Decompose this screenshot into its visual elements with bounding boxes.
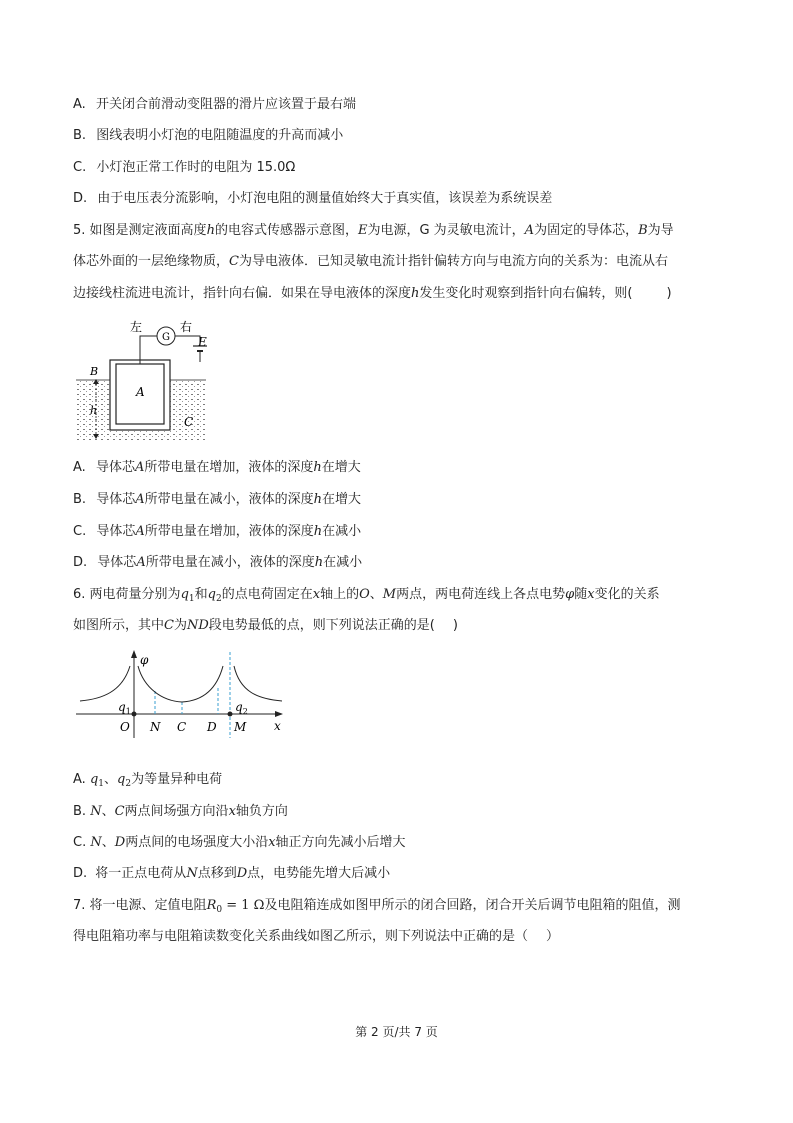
var-h: h <box>206 223 215 238</box>
option-text: 所带电量在减小，液体的深度 <box>144 492 314 507</box>
label-q1-sub: 1 <box>125 707 131 716</box>
option-text: 小灯泡正常工作时的电阻为 15.0Ω <box>96 160 296 175</box>
q5-stem-line1 <box>73 223 674 239</box>
stem-text: 两点，两电荷连线上各点电势 <box>396 587 566 602</box>
option-text: 在增大 <box>322 492 362 507</box>
label-c: C <box>184 415 194 429</box>
label-h: h <box>90 404 98 417</box>
q4-option-b <box>73 128 343 144</box>
option-text: 导体芯 <box>97 555 137 570</box>
var-nd: ND <box>186 618 209 633</box>
stem-text: 边接线柱流进电流计，指针向右偏．如果在导电液体的深度 <box>73 286 412 301</box>
var-c: C <box>229 254 239 269</box>
page-footer: 第 2 页/共 7 页 <box>355 1025 438 1039</box>
option-text: 开关闭合前滑动变阻器的滑片应该置于最右端 <box>95 97 356 112</box>
stem-text: 为导 <box>647 223 674 238</box>
stem-text: 变化的关系 <box>594 587 660 602</box>
answer-paren: ) <box>666 286 672 301</box>
stem-text: 为电源，G 为灵敏电流计， <box>367 223 525 238</box>
var-c: C <box>164 618 174 633</box>
option-label: B. <box>73 492 87 507</box>
curve-left-of-o <box>80 666 130 701</box>
var-x: x <box>312 587 321 602</box>
stem-text: 及电阻箱连成如图甲所示的闭合回路，闭合开关后调节电阻箱的阻值，测 <box>264 898 681 913</box>
q6-option-c <box>73 835 406 851</box>
var-r: R <box>206 898 217 913</box>
var-q: q <box>89 772 99 787</box>
option-label: C. <box>73 524 87 539</box>
var-phi: φ <box>565 587 575 602</box>
option-label: A. <box>73 772 86 787</box>
x-axis-arrow <box>275 711 283 717</box>
curve-right-of-m <box>234 666 282 701</box>
q5-stem-line2 <box>73 254 668 270</box>
question-number: 5. <box>73 223 86 238</box>
option-text: 所带电量在增加，液体的深度 <box>144 524 314 539</box>
var-a: A <box>134 460 145 475</box>
var-d: D <box>236 866 248 881</box>
q7-stem-line2 <box>73 929 559 945</box>
separator: 、 <box>101 835 115 850</box>
var-a: A <box>524 223 535 238</box>
var-n: N <box>186 866 198 881</box>
option-label: C. <box>73 160 87 175</box>
var-d: D <box>114 835 126 850</box>
option-text: 导体芯 <box>96 492 136 507</box>
option-label: D. <box>73 555 88 570</box>
label-m: M <box>234 720 247 734</box>
option-text: 在增大 <box>321 460 361 475</box>
q4-option-c <box>73 160 295 176</box>
charge-q1-point <box>132 712 137 717</box>
var-n: N <box>90 835 102 850</box>
option-text: 导体芯 <box>96 524 136 539</box>
label-g: G <box>162 332 170 343</box>
option-label: B. <box>73 128 87 143</box>
option-label: A. <box>73 460 86 475</box>
label-n: N <box>150 720 161 734</box>
stem-text: 段电势最低的点，则下列说法正确的是( <box>208 618 435 633</box>
subscript-1: 1 <box>98 779 104 789</box>
option-text: 两点间场强方向沿 <box>124 804 229 819</box>
var-b: B <box>638 223 648 238</box>
option-label: A. <box>73 97 86 112</box>
stem-text: 的电容式传感器示意图， <box>214 223 358 238</box>
q6-stem-line2 <box>73 618 458 634</box>
question-number: 6. <box>73 587 86 602</box>
stem-text: 随 <box>574 587 588 602</box>
q4-option-a <box>73 97 356 113</box>
var-x: x <box>587 587 595 602</box>
stem-text: 得电阻箱功率与电阻箱读数变化关系曲线如图乙所示，则下列说法中正确的是（ <box>73 929 529 944</box>
option-text: 点，电势能先增大后减小 <box>247 866 391 881</box>
resistance-value: = 1 Ω <box>222 898 265 913</box>
var-q: q <box>207 587 216 602</box>
label-a: A <box>136 385 145 399</box>
var-e: E <box>357 223 368 238</box>
var-n: N <box>90 804 102 819</box>
separator: 、 <box>369 587 383 602</box>
subscript-0: 0 <box>216 905 223 915</box>
option-label: D. <box>73 866 88 881</box>
answer-paren: ) <box>452 618 458 633</box>
label-right: 右 <box>180 320 193 334</box>
subscript-2: 2 <box>215 594 222 604</box>
option-text: 为等量异种电荷 <box>131 772 223 787</box>
label-q1-q: q <box>118 700 126 714</box>
option-text: 在减小 <box>322 524 362 539</box>
answer-paren: ） <box>546 929 560 944</box>
q5-option-c <box>73 524 361 540</box>
stem-text: 体芯外面的一层绝缘物质， <box>73 254 230 269</box>
label-x: x <box>274 719 281 733</box>
option-text: 轴正方向先减小后增大 <box>275 835 406 850</box>
stem-text: 为导电液体．已知灵敏电流计指针偏转方向与电流方向的关系为：电流从右 <box>238 254 668 269</box>
stem-text: 为固定的导体芯， <box>534 223 639 238</box>
stem-text: 轴上的 <box>320 587 360 602</box>
option-label: B. <box>73 804 87 819</box>
var-x: x <box>268 835 276 850</box>
stem-text: 发生变化时观察到指针向右偏转，则( <box>419 286 633 301</box>
label-q1 <box>118 700 131 716</box>
q6-option-b <box>73 804 288 820</box>
var-a: A <box>136 555 146 570</box>
q4-option-d <box>73 191 552 207</box>
stem-text: 为 <box>173 618 187 633</box>
label-phi: φ <box>140 653 149 667</box>
stem-text: 两电荷量分别为 <box>89 587 181 602</box>
label-e: E <box>198 335 207 349</box>
label-b: B <box>90 365 99 378</box>
label-q2-q: q <box>235 700 243 714</box>
q6-option-a <box>73 772 222 788</box>
option-text: 两点间的电场强度大小沿 <box>125 835 269 850</box>
option-text: 图线表明小灯泡的电阻随温度的升高而减小 <box>96 128 344 143</box>
option-text: 所带电量在增加，液体的深度 <box>144 460 314 475</box>
stem-text: 的点电荷固定在 <box>221 587 313 602</box>
var-x: x <box>228 804 236 819</box>
subscript-1: 1 <box>188 594 195 604</box>
var-o: O <box>359 587 370 602</box>
label-q2 <box>235 700 248 716</box>
var-c: C <box>114 804 125 819</box>
var-h: h <box>313 460 322 475</box>
option-label: C. <box>73 835 87 850</box>
var-a: A <box>135 524 145 539</box>
option-label: D. <box>73 191 88 206</box>
question-number: 7. <box>73 898 86 913</box>
stem-text: 和 <box>194 587 208 602</box>
var-m: M <box>382 587 397 602</box>
label-d: D <box>207 720 217 734</box>
stem-text: 如图所示，其中 <box>73 618 165 633</box>
option-text: 轴负方向 <box>235 804 288 819</box>
option-text: 导体芯 <box>95 460 135 475</box>
var-q: q <box>117 772 126 787</box>
q5-option-b <box>73 492 361 508</box>
label-q2-sub: 2 <box>242 707 248 716</box>
separator: 、 <box>101 804 115 819</box>
curve-between-o-m <box>138 666 223 702</box>
var-h: h <box>313 492 322 507</box>
q5-option-d <box>73 555 362 571</box>
subscript-2: 2 <box>125 779 132 789</box>
q6-stem-line1 <box>73 587 660 603</box>
var-h: h <box>313 524 323 539</box>
separator: 、 <box>104 772 118 787</box>
q5-stem-line3 <box>73 286 672 302</box>
option-text: 在减小 <box>323 555 363 570</box>
option-text: 由于电压表分流影响，小灯泡电阻的测量值始终大于真实值，该误差为系统误差 <box>97 191 553 206</box>
phi-axis-arrow <box>131 650 137 658</box>
charge-q2-point <box>228 712 233 717</box>
label-left: 左 <box>130 320 143 334</box>
var-a: A <box>135 492 145 507</box>
option-text: 将一正点电荷从 <box>95 866 187 881</box>
stem-text: 如图是测定液面高度 <box>89 223 207 238</box>
var-h: h <box>411 286 420 301</box>
q5-option-a <box>73 460 361 476</box>
capacitive-sensor-figure <box>70 312 210 446</box>
q7-stem-line1 <box>73 898 680 914</box>
option-text: 所带电量在减小，液体的深度 <box>145 555 315 570</box>
option-text: 点移到 <box>197 866 237 881</box>
label-o: O <box>120 720 130 734</box>
label-c: C <box>177 720 187 734</box>
var-h: h <box>314 555 324 570</box>
potential-graph <box>72 648 288 740</box>
stem-text: 将一电源、定值电阻 <box>89 898 207 913</box>
var-q: q <box>180 587 189 602</box>
wire-right <box>175 336 200 345</box>
q6-option-d <box>73 866 390 882</box>
